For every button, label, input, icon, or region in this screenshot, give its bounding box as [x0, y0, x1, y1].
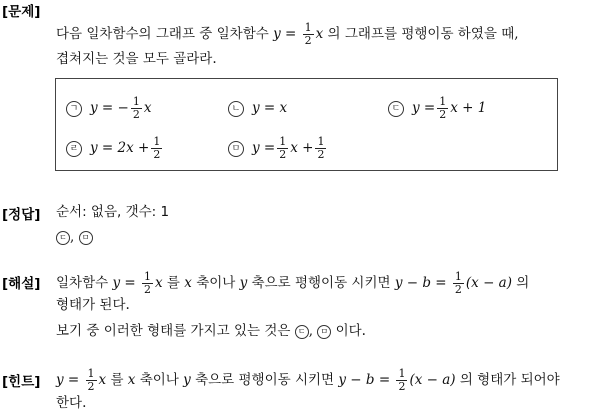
- expl-form-lhs: y − b =: [394, 275, 447, 291]
- expl-y: y =: [112, 275, 136, 291]
- problem-text-b: 의 그래프를 평행이동 하였을 때,: [327, 26, 519, 42]
- expl-mark-1: ㄷ: [295, 325, 309, 339]
- option-2: [228, 100, 287, 117]
- problem-line-1: [56, 22, 519, 47]
- hint-text-d: 축으로 평행이동 시키면: [195, 372, 335, 388]
- frac-den: 2: [317, 148, 325, 161]
- option-frac: [437, 96, 448, 121]
- expl-mark-2: ㅁ: [317, 325, 331, 339]
- expl-x: x: [155, 275, 163, 291]
- hint-line-2: 한다.: [56, 395, 87, 411]
- frac-num: 1: [132, 95, 140, 108]
- frac-num: 1: [153, 135, 161, 148]
- frac-num: 1: [398, 367, 406, 380]
- option-mark: ㄱ: [66, 101, 82, 117]
- frac-den: 2: [439, 108, 447, 121]
- option-3: [388, 96, 486, 121]
- hint-form-frac: [396, 368, 407, 393]
- expl-text-a: 일차함수: [56, 275, 109, 291]
- frac-num: 1: [144, 270, 151, 283]
- option-1: [66, 96, 151, 121]
- problem-tag: [문제]: [2, 4, 41, 20]
- frac-num: 1: [454, 270, 462, 283]
- explanation-line-1: [56, 271, 529, 296]
- frac-den: 2: [87, 380, 95, 393]
- frac-den: 2: [398, 380, 406, 393]
- frac-num: 1: [87, 367, 95, 380]
- answer-mark-1: ㄷ: [56, 231, 70, 245]
- option-tail: x: [143, 100, 152, 116]
- hint-var-y: y: [183, 372, 191, 388]
- option-5: [228, 136, 328, 161]
- frac-num: 1: [439, 95, 447, 108]
- frac-num: 1: [279, 135, 287, 148]
- option-text: y = x: [252, 100, 288, 116]
- answer-mark-2: ㅁ: [79, 231, 93, 245]
- frac-den: 2: [144, 283, 151, 296]
- problem-formula-frac: [303, 22, 314, 47]
- expl-var-y: y: [239, 275, 248, 291]
- hint-y: y =: [56, 372, 80, 388]
- option-4: [66, 136, 164, 161]
- problem-text-a: 다음 일차함수의 그래프 중 일차함수: [56, 26, 269, 42]
- option-frac: [131, 96, 142, 121]
- frac-den: 2: [153, 148, 161, 161]
- frac-den: 2: [279, 148, 287, 161]
- option-text: y = 2x +: [90, 140, 150, 156]
- hint-text-c: 축이나: [139, 372, 179, 388]
- explanation-tag: [해설]: [2, 276, 41, 292]
- hint-var-x: x: [127, 372, 136, 388]
- explanation-line-3: 보기 중 이러한 형태를 가지고 있는 것은 ㄷ , ㅁ 이다.: [56, 323, 366, 339]
- hint-line-1: [56, 368, 560, 393]
- expl-frac: [142, 271, 153, 296]
- expl-text-c: 축이나: [196, 275, 236, 291]
- expl-text-b: 를: [166, 275, 180, 291]
- frac-num: 1: [304, 21, 312, 34]
- problem-formula-lhs: y =: [273, 26, 297, 42]
- option-mark: ㅁ: [228, 141, 244, 157]
- frac-den: 2: [454, 283, 462, 296]
- answer-line-1: 순서: 없음, 갯수: 1: [56, 204, 170, 220]
- explanation-line-2: 형태가 된다.: [56, 297, 130, 313]
- option-text: y =: [412, 100, 436, 116]
- expl-text-3b: 이다.: [335, 323, 366, 339]
- frac-den: 2: [304, 34, 312, 47]
- hint-frac: [86, 368, 97, 393]
- option-mark: ㄷ: [388, 101, 404, 117]
- hint-tag: [힌트]: [2, 374, 41, 390]
- option-frac: [277, 136, 288, 161]
- option-mark: ㄹ: [66, 141, 82, 157]
- problem-formula-var: x: [315, 26, 324, 42]
- frac-num: 1: [317, 135, 325, 148]
- option-tail: x + 1: [450, 100, 487, 116]
- answer-line-2: ㄷ , ㅁ: [56, 228, 93, 246]
- hint-text-e: 의 형태가 되어야: [459, 372, 560, 388]
- option-mark: ㄴ: [228, 101, 244, 117]
- option-frac-2: [315, 136, 326, 161]
- expl-text-e: 의: [516, 275, 530, 291]
- frac-den: 2: [132, 108, 140, 121]
- expl-text-3a: 보기 중 이러한 형태를 가지고 있는 것은: [56, 323, 291, 339]
- expl-text-d: 축으로 평행이동 시키면: [251, 275, 391, 291]
- hint-form-lhs: y − b =: [338, 372, 391, 388]
- expl-form-frac: [453, 271, 464, 296]
- expl-var-x: x: [184, 275, 192, 291]
- answer-tag: [정답]: [2, 207, 41, 223]
- option-mid: x +: [290, 140, 314, 156]
- option-text: y = −: [90, 100, 129, 116]
- expl-form-rhs: (x − a): [465, 275, 512, 291]
- hint-form-rhs: (x − a): [409, 372, 456, 388]
- option-frac: [151, 136, 162, 161]
- hint-x: x: [98, 372, 107, 388]
- hint-text-b: 를: [110, 372, 124, 388]
- option-text: y =: [252, 140, 276, 156]
- options-box: [55, 78, 558, 171]
- problem-line-2: 겹쳐지는 것을 모두 골라라.: [56, 51, 217, 67]
